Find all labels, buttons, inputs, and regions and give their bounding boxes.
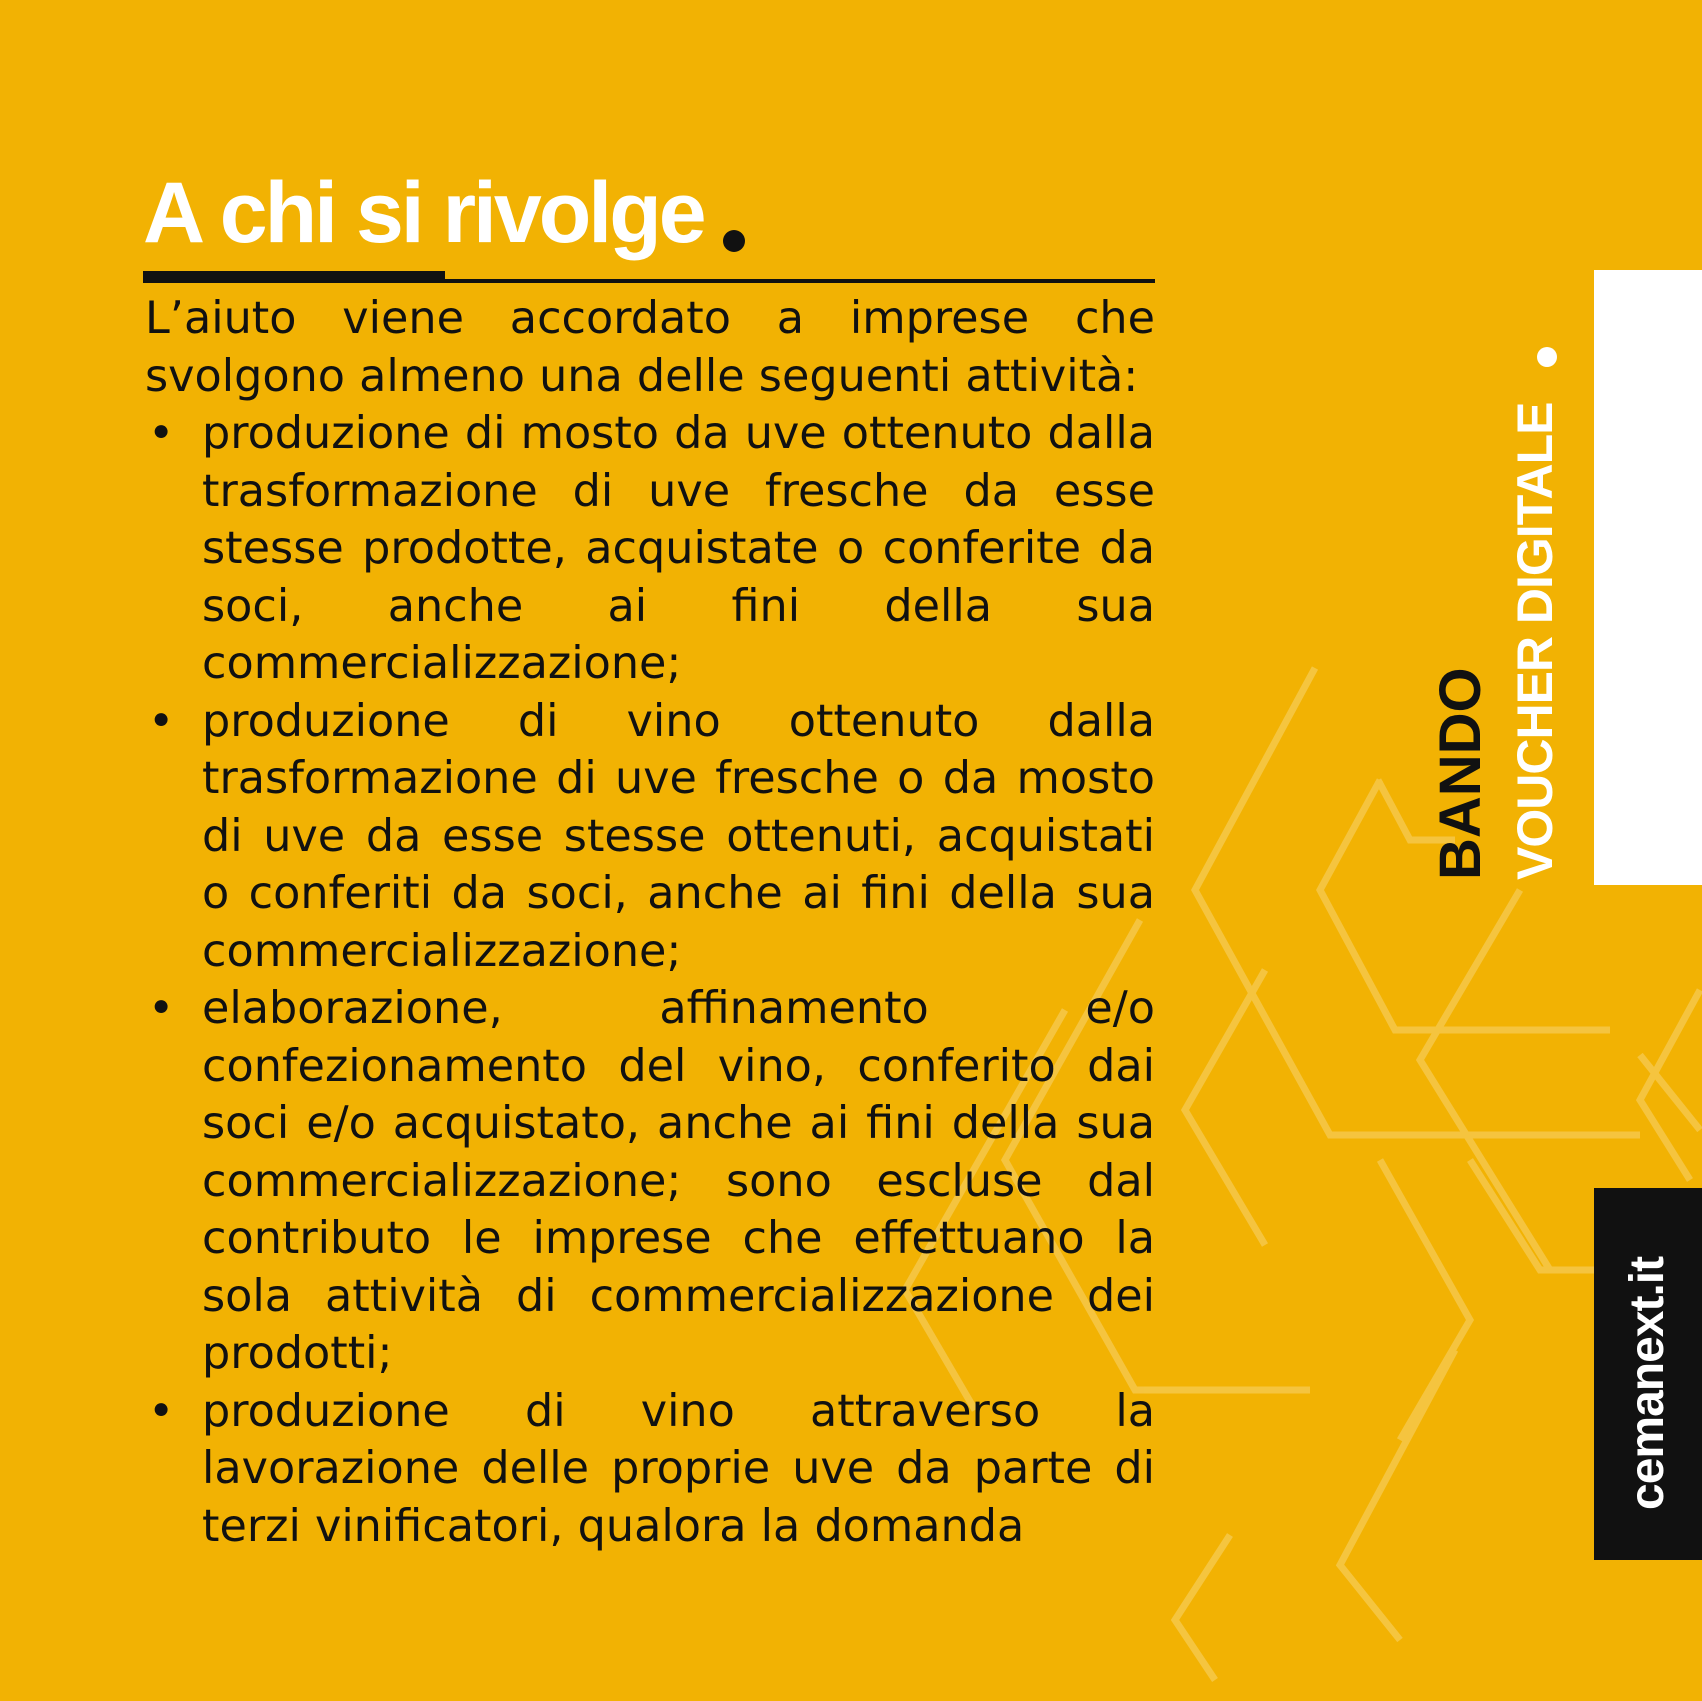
bullet-icon: • <box>148 1385 175 1437</box>
bullet-icon: • <box>148 408 175 459</box>
page-title: A chi si rivolge <box>143 165 704 261</box>
voucher-digitale-label: VOUCHER DIGITALE <box>1507 402 1563 880</box>
list-item <box>145 405 1155 693</box>
list-item-text: produzione di vino ottenuto dalla trasformazione di uve fresche o da mosto di uve da esse stesse ottenuti, acquistati o conferiti da soci, anche ai fini della sua commercializzazione; <box>202 695 1155 977</box>
bullet-icon: • <box>148 983 175 1034</box>
intro-paragraph: L’aiuto viene accordato a imprese che svolgono almeno una delle seguenti attività: <box>145 293 1155 402</box>
activity-list <box>145 405 1155 1555</box>
bando-label: BANDO <box>1428 667 1493 880</box>
bullet-icon: • <box>148 695 175 747</box>
title-dot <box>723 230 745 252</box>
title-underline-accent <box>143 271 445 283</box>
side-white-panel <box>1594 270 1702 885</box>
list-item <box>145 693 1155 981</box>
list-item-text: produzione di mosto da uve ottenuto dalla trasformazione di uve fresche da esse stesse prodotte, acquistate o conferite da soci, anche ai fini della sua commercializzazione; <box>202 408 1155 689</box>
voucher-dot <box>1537 347 1557 367</box>
list-item-text: produzione di vino attraverso la lavorazione delle proprie uve da parte di terzi vinificatori, qualora la domanda <box>202 1385 1155 1552</box>
body-text <box>145 290 1155 1555</box>
list-item-text: elaborazione, affinamento e/o confezionamento del vino, conferito dai soci e/o acquistato, anche ai fini della sua commercializzazione; sono escluse dal contributo le imprese che effettuano la sola attività di commercializzazione dei prodotti; <box>202 983 1155 1379</box>
list-item <box>145 980 1155 1383</box>
website-link[interactable]: cemanext.it <box>1621 1256 1674 1510</box>
list-item <box>145 1383 1155 1556</box>
